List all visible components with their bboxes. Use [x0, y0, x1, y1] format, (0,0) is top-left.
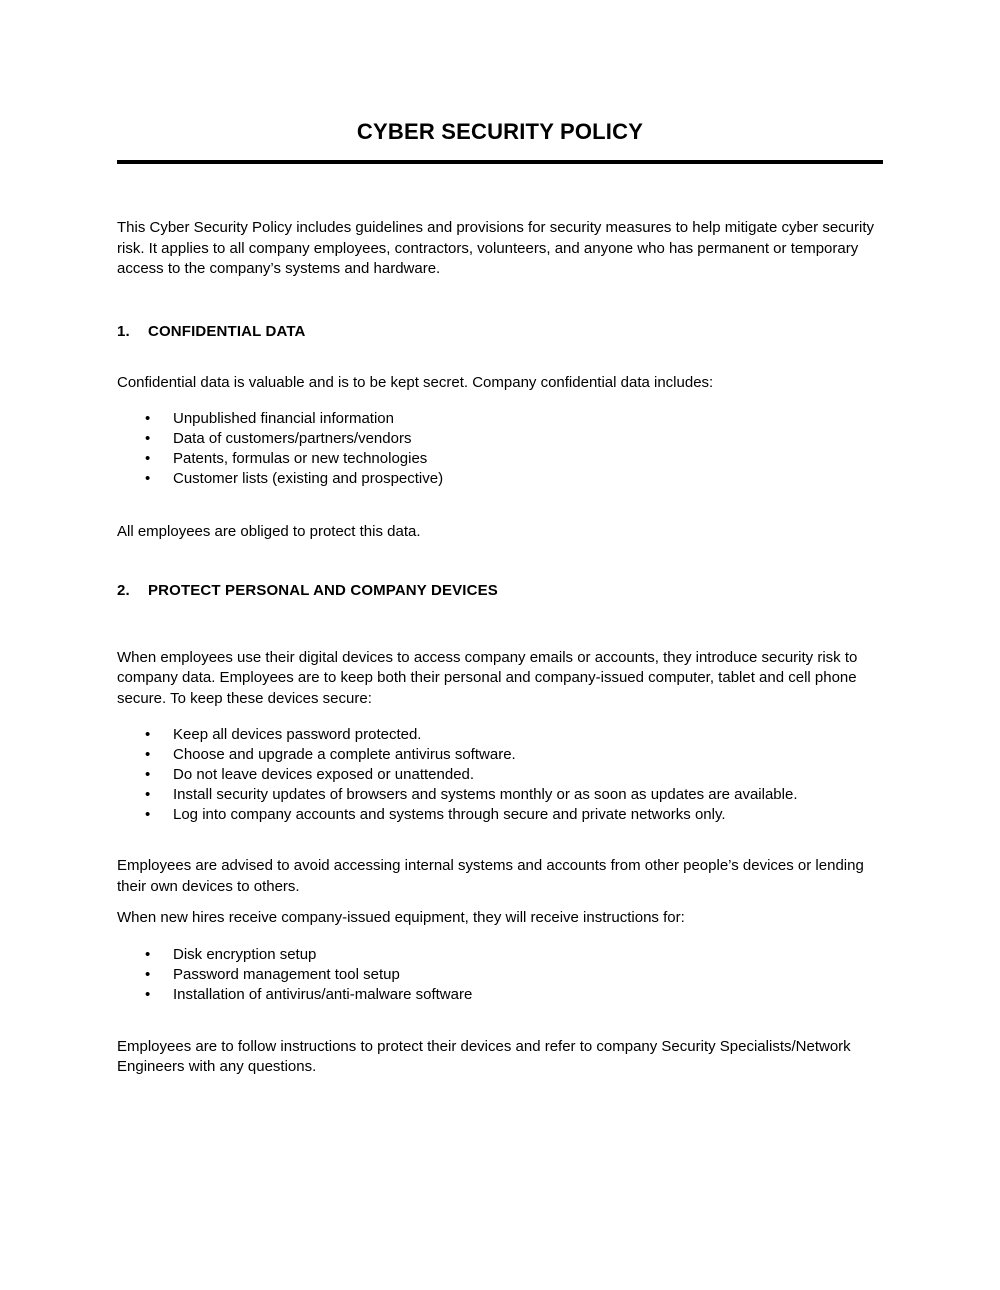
list-item: • Keep all devices password protected.	[117, 725, 883, 745]
section-1-intro-paragraph: Confidential data is valuable and is to be kept secret. Company confidential data includes:	[117, 373, 714, 391]
list-item: • Unpublished financial information	[117, 409, 883, 429]
device-security-list	[117, 725, 883, 825]
page-title: CYBER SECURITY POLICY	[356, 119, 644, 144]
list-item: • Patents, formulas or new technologies	[117, 449, 883, 469]
section-2-advice-paragraph: Employees are advised to avoid accessing internal systems and accounts from other people’s devices or lending their own devices to others.	[117, 857, 864, 895]
section-2-closing-paragraph: Employees are to follow instructions to protect their devices and refer to company Security Specialists/Network Engineers with any questions.	[117, 1037, 851, 1075]
new-hire-instructions-list	[117, 945, 883, 1005]
document-body	[117, 0, 883, 1078]
list-item: • Password management tool setup	[117, 965, 883, 985]
section-2-new-hires-paragraph: When new hires receive company-issued equipment, they will receive instructions for:	[117, 909, 685, 926]
section-2-intro-paragraph: When employees use their digital devices to access company emails or accounts, they introduce security risk to company data. Employees are to keep both their personal and company-issued computer, tablet and cell phone secure. To keep these devices secure:	[117, 648, 858, 707]
section-title-1: CONFIDENTIAL DATA	[148, 322, 306, 340]
title-divider	[117, 160, 883, 164]
section-heading-1	[117, 322, 883, 342]
section-1-closing-paragraph: All employees are obliged to protect this data.	[117, 523, 421, 540]
intro-paragraph: This Cyber Security Policy includes guidelines and provisions for security measures to help mitigate cyber security risk. It applies to all company employees, contractors, volunteers, and anyone who has permanent or temporary access to the company’s systems and hardware.	[117, 219, 874, 277]
list-item: • Choose and upgrade a complete antivirus software.	[117, 745, 883, 765]
list-item: • Disk encryption setup	[117, 945, 883, 965]
list-item: • Customer lists (existing and prospective)	[117, 469, 883, 489]
list-item: • Installation of antivirus/anti-malware software	[117, 985, 883, 1005]
list-item: • Do not leave devices exposed or unattended.	[117, 765, 883, 785]
list-item: • Data of customers/partners/vendors	[117, 429, 883, 449]
section-title-2: PROTECT PERSONAL AND COMPANY DEVICES	[148, 581, 498, 599]
section-heading-2	[117, 581, 883, 601]
section-number-2: 2.	[117, 581, 130, 599]
section-number-1: 1.	[117, 322, 130, 340]
confidential-data-list	[117, 409, 883, 489]
list-item: • Log into company accounts and systems through secure and private networks only.	[117, 805, 883, 825]
list-item: • Install security updates of browsers and systems monthly or as soon as updates are available.	[117, 785, 883, 805]
